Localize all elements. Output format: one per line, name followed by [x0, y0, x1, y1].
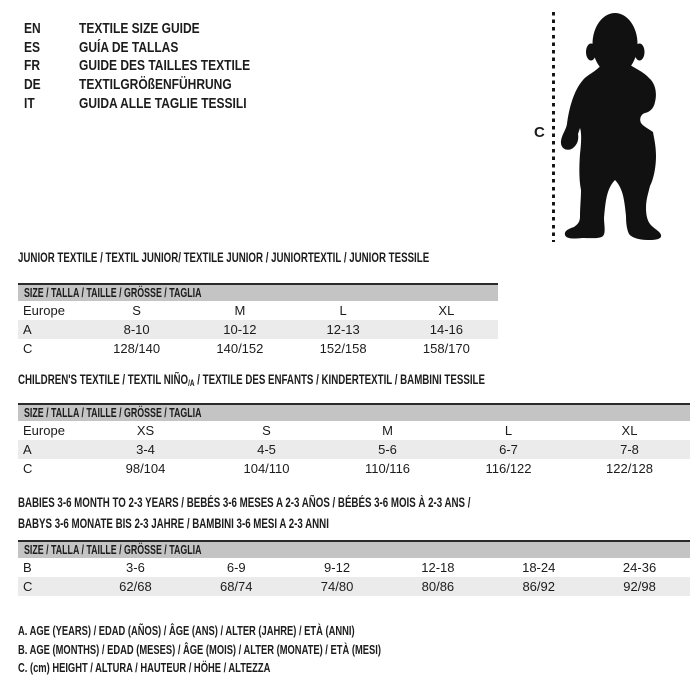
table-row	[18, 577, 690, 596]
row-label: B	[23, 560, 32, 575]
table-cell: 3-4	[136, 442, 155, 457]
table-cell: 158/170	[422, 341, 470, 356]
table-cell: 9-12	[324, 560, 351, 575]
row-label: A	[23, 442, 32, 457]
row-label: Europe	[23, 423, 65, 438]
table-cell: 98/104	[125, 461, 166, 476]
language-code: DE	[24, 76, 41, 94]
table-cell: 6-9	[226, 560, 246, 575]
table-row	[18, 421, 690, 440]
table-cell: 140/152	[216, 341, 264, 356]
table-cell: 10-12	[223, 322, 257, 337]
row-label: C	[23, 579, 33, 594]
row-label: A	[23, 322, 32, 337]
language-code: EN	[24, 19, 41, 37]
children-textile-table	[18, 372, 690, 478]
table-row	[18, 558, 690, 577]
table-cell: 80/86	[421, 579, 455, 594]
table-cell: 62/68	[119, 579, 152, 594]
language-label: TEXTILGRÖßENFÜHRUNG	[79, 76, 232, 94]
table-cell: M	[382, 423, 393, 438]
footnote-b: B. AGE (MONTHS) / EDAD (MESES) / ÂGE (MOIS) / ALTER (MONATE) / ETÀ (MESI)	[18, 641, 381, 657]
table-cell: 6-7	[499, 442, 518, 457]
table-cell: S	[132, 303, 141, 318]
table-cell: 92/98	[623, 579, 656, 594]
table-row	[18, 339, 498, 358]
table-cell: 18-24	[522, 560, 556, 575]
size-header-bar: SIZE / TALLA / TAILLE / GRÖSSE / TAGLIA	[18, 540, 690, 558]
height-measure-label: C	[534, 124, 545, 141]
babies-table-title: BABIES 3-6 MONTH TO 2-3 YEARS / BEBÉS 3-6 MESES A 2-3 AÑOS / BÉBÉS 3-6 MOIS À 2-3 ANS / BABYS 3-6 MONATE BIS 2-3 JAHRE / BAMBINI 3-6 MESI A 2-3 ANNI	[18, 495, 471, 531]
row-label: C	[23, 461, 33, 476]
table-row	[18, 301, 498, 320]
table-cell: 110/116	[364, 461, 411, 476]
table-row	[18, 320, 498, 339]
language-row-es	[24, 38, 293, 57]
table-cell: 74/80	[320, 579, 354, 594]
junior-table-title: JUNIOR TEXTILE / TEXTIL JUNIOR/ TEXTILE JUNIOR / JUNIORTEXTIL / JUNIOR TESSILE	[18, 250, 430, 265]
table-cell: 8-10	[123, 322, 150, 337]
height-dashed-line	[552, 12, 555, 242]
row-label: C	[23, 341, 33, 356]
language-list	[24, 19, 293, 113]
language-row-de	[24, 75, 293, 94]
legend-footnotes	[18, 622, 522, 678]
table-cell: 3-6	[126, 560, 145, 575]
row-label: Europe	[23, 303, 65, 318]
language-code: FR	[24, 57, 40, 75]
table-cell: 24-36	[622, 560, 657, 575]
table-cell: 12-18	[421, 560, 455, 575]
size-header-bar: SIZE / TALLA / TAILLE / GRÖSSE / TAGLIA	[18, 403, 690, 421]
table-cell: 14-16	[429, 322, 463, 337]
language-row-en	[24, 19, 293, 38]
table-cell: 7-8	[620, 442, 639, 457]
language-label: GUÍA DE TALLAS	[79, 38, 179, 56]
table-cell: 152/158	[319, 341, 367, 356]
table-cell: 86/92	[522, 579, 555, 594]
footnote-a: A. AGE (YEARS) / EDAD (AÑOS) / ÂGE (ANS) / ALTER (JAHRE) / ETÀ (ANNI)	[18, 623, 355, 638]
language-row-fr	[24, 57, 293, 76]
junior-textile-table	[18, 250, 498, 358]
table-cell: L	[504, 423, 513, 438]
table-cell: 4-5	[257, 442, 276, 457]
table-cell: 122/128	[606, 461, 653, 476]
language-label: GUIDE DES TAILLES TEXTILE	[79, 57, 251, 75]
table-row	[18, 459, 690, 478]
babies-textile-table	[18, 492, 690, 596]
table-cell: 12-13	[326, 322, 360, 337]
size-header-bar: SIZE / TALLA / TAILLE / GRÖSSE / TAGLIA	[18, 283, 498, 301]
language-row-it	[24, 94, 293, 113]
table-cell: XS	[136, 423, 155, 438]
language-label: TEXTILE SIZE GUIDE	[79, 19, 200, 37]
children-table-title: CHILDREN'S TEXTILE / TEXTIL $NIÑO_{/A}$ / TEXTILE DES ENFANTS / KINDERTEXTIL / BAMBINI TESSILE	[18, 372, 485, 388]
language-code: IT	[24, 95, 35, 113]
table-cell: S	[262, 423, 271, 438]
table-cell: M	[234, 303, 246, 318]
table-cell: 5-6	[378, 442, 397, 457]
table-cell: 68/74	[219, 579, 253, 594]
table-row	[18, 440, 690, 459]
table-cell: 128/140	[113, 341, 161, 356]
language-label: GUIDA ALLE TAGLIE TESSILI	[79, 95, 247, 113]
table-cell: 116/122	[485, 461, 532, 476]
table-cell: 104/110	[243, 461, 290, 476]
language-code: ES	[24, 38, 41, 56]
footnote-c: C. (cm) HEIGHT / ALTURA / HAUTEUR / HÖHE / ALTEZZA	[18, 660, 271, 676]
table-cell: XL	[621, 423, 638, 438]
nino-a-subscript: /A	[188, 378, 195, 388]
toddler-silhouette-icon	[556, 10, 678, 242]
table-cell: XL	[438, 303, 455, 318]
table-cell: L	[339, 303, 347, 318]
